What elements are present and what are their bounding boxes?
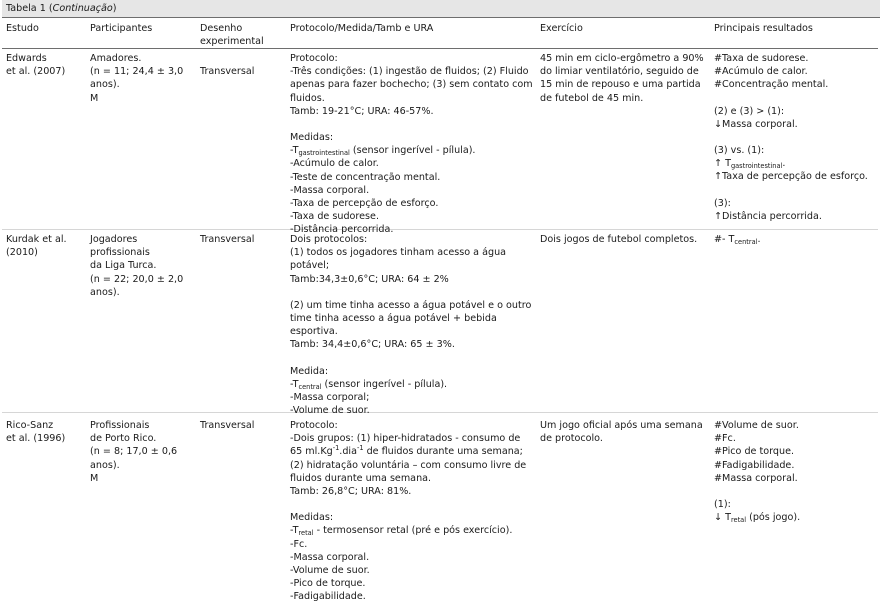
cell-participantes: Profissionais de Porto Rico. (n = 8; 17,0 ± 0,6 anos). M: [90, 420, 178, 484]
header-resultados: Principais resultados: [714, 23, 813, 34]
table-header: [2, 18, 878, 49]
cell-resultados: #Volume de suor. #Fc. #Pico de torque. #Fadigabilidade. #Massa corporal. (1): ↓ $T_{retal}$ (pós jogo).: [714, 420, 801, 525]
cell-protocolo: Protocolo: -Três condições: (1) ingestão de fluidos; (2) Fluido apenas para fazer bochecho; (3) sem contato com fluidos. Tamb: 19-21°C; URA: 46-57%. Medidas: $-T_{gastrointestinal}$ (sensor ingerível - pílula). -Acúmulo de calor. -Teste de concentração mental. -Massa corporal. -Taxa de percepção de esforço. -Taxa de sudorese. -Distância percorrida.: [290, 53, 533, 236]
cell-desenho: Transversal: [200, 66, 255, 77]
header-protocolo: Protocolo/Medida/Tamb e URA: [290, 23, 434, 34]
cell-protocolo: Protocolo: -Dois grupos: (1) hiper-hidratados - consumo de 65 $ml.Kg^{-1}.dia^{-1}$ de fluidos durante uma semana; (2) hidratação voluntária – com consumo livre de fluidos durante uma semana. Tamb: 26,8°C; URA: 81%. Medidas: $-T_{retal}$ - termosensor retal (pré e pós exercício). -Fc. -Massa corporal. -Volume de suor. -Pico de torque. -Fadigabilidade.: [290, 420, 527, 603]
cell-desenho: Transversal: [200, 420, 255, 431]
header-exercicio: Exercício: [540, 23, 583, 34]
cell-resultados: #Taxa de sudorese. #Acúmulo de calor. #Concentração mental. (2) e (3) > (1): ↓Massa corporal. (3) vs. (1): ↑ $T_{gastrointestinal}$. ↑Taxa de percepção de esforço. (3): ↑Distância percorrida.: [714, 53, 868, 222]
cell-participantes: Jogadores profissionais da Liga Turca. (n = 22; 20,0 ± 2,0 anos).: [90, 234, 184, 298]
header-desenho: Desenho experimental: [200, 23, 264, 48]
header-participantes: Participantes: [90, 23, 153, 34]
cell-desenho: Transversal: [200, 234, 255, 245]
cell-protocolo: Dois protocolos: (1) todos os jogadores tinham acesso a água potável; Tamb:34,3±0,6°C; URA: 64 ± 2% (2) um time tinha acesso a água potável e o outro time tinha acesso a água potável + bebida esportiva. Tamb: 34,4±0,6°C; URA: 65 ± 3%. Medida: $-T_{central}$ (sensor ingerível - pílula). -Massa corporal; -Volume de suor.: [290, 234, 532, 417]
table-row: [2, 413, 878, 605]
table-caption: Tabela 1 (Continuação): [2, 0, 880, 18]
cell-exercicio: 45 min em ciclo-ergômetro a 90% do limiar ventilatório, seguido de 15 min de repouso e uma partida de futebol de 45 min.: [540, 53, 704, 104]
cell-estudo: Kurdak et al. (2010): [6, 234, 67, 259]
cell-estudo: Edwards et al. (2007): [6, 53, 66, 78]
cell-exercicio: Um jogo oficial após uma semana de protocolo.: [540, 420, 703, 445]
cell-estudo: Rico-Sanz et al. (1996): [6, 420, 66, 445]
cell-exercicio: Dois jogos de futebol completos.: [540, 234, 698, 245]
cell-participantes: Amadores. (n = 11; 24,4 ± 3,0 anos). M: [90, 53, 184, 104]
header-estudo: Estudo: [6, 23, 39, 34]
table-row: [2, 49, 878, 236]
table-row: [2, 230, 878, 417]
cell-resultados: #- $T_{central}$.: [714, 234, 761, 246]
